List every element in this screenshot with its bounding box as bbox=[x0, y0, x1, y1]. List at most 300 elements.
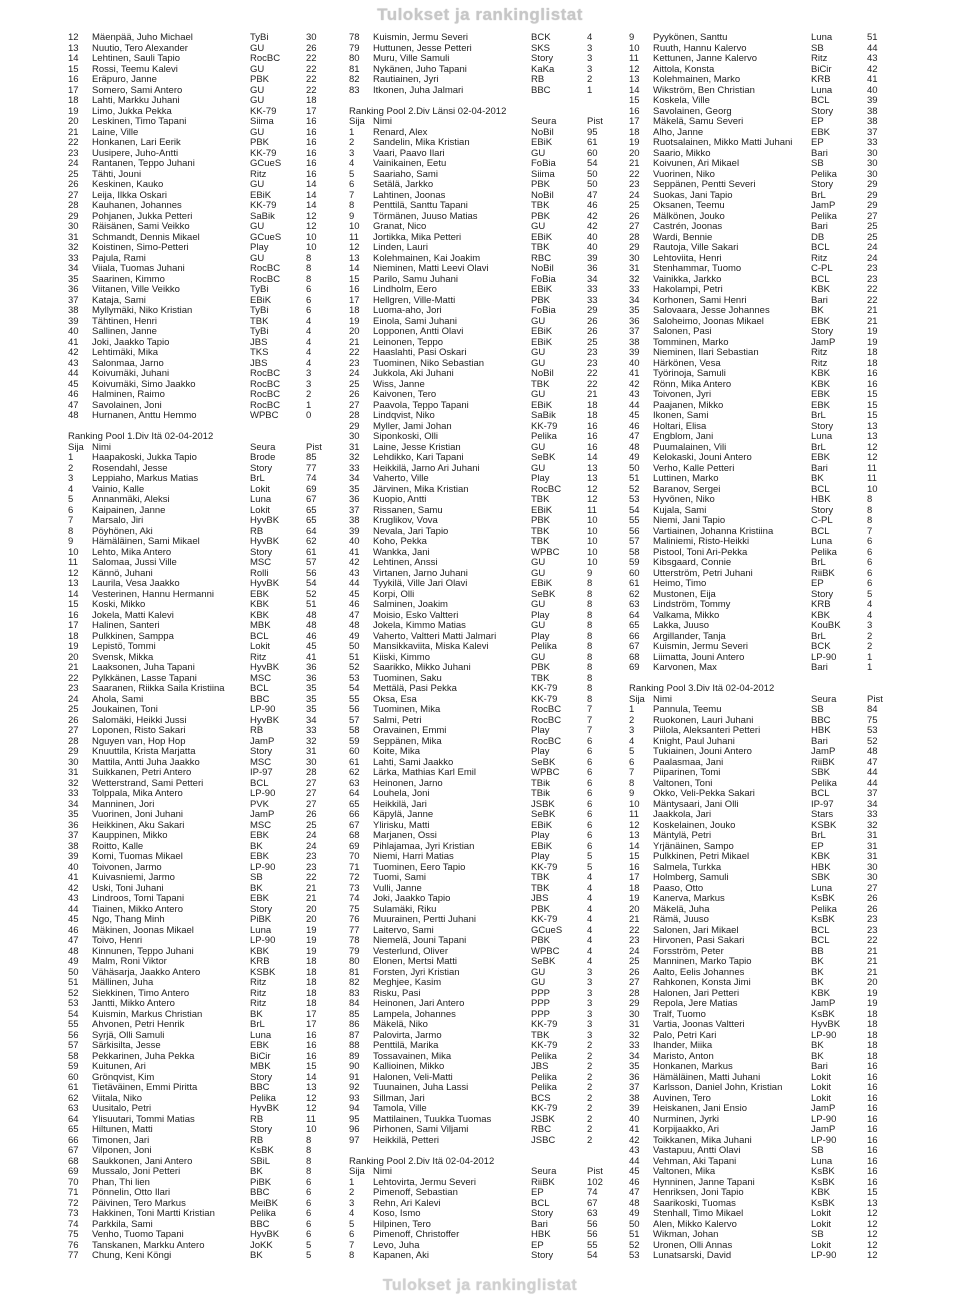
club-cell: Play bbox=[531, 474, 550, 484]
points-cell: 18 bbox=[306, 967, 317, 978]
club-cell: EBiK bbox=[531, 337, 553, 348]
table-row bbox=[68, 453, 328, 464]
rank-cell: 22 bbox=[68, 673, 79, 684]
table-row bbox=[629, 495, 891, 506]
table-row bbox=[68, 548, 328, 559]
name-cell: Niemi, Jani Tapio bbox=[653, 516, 726, 526]
club-cell: KBK bbox=[811, 369, 831, 379]
rank-cell: 45 bbox=[629, 1167, 640, 1177]
club-cell: Seura bbox=[531, 1167, 557, 1177]
rank-cell: 17 bbox=[629, 873, 640, 883]
name-cell: Pihlajamaa, Jyri Kristian bbox=[373, 841, 475, 852]
points-cell: 53 bbox=[867, 726, 878, 736]
name-cell: Rossi, Teemu Kalevi bbox=[92, 64, 178, 75]
club-cell: SB bbox=[811, 1230, 824, 1240]
rank-cell: 86 bbox=[349, 1020, 360, 1030]
name-cell: Tuunainen, Juha Lassi bbox=[373, 1083, 469, 1093]
table-header-row bbox=[349, 1167, 611, 1178]
club-cell: EBK bbox=[811, 316, 831, 327]
club-cell: Pelika bbox=[531, 1051, 557, 1062]
club-cell: Seura bbox=[250, 442, 276, 453]
rank-cell: 55 bbox=[68, 1020, 79, 1030]
table-row bbox=[629, 96, 891, 107]
points-cell: 19 bbox=[867, 988, 878, 999]
table-row bbox=[629, 275, 891, 286]
table-row bbox=[68, 852, 328, 863]
table-row bbox=[349, 527, 611, 538]
points-cell: 13 bbox=[867, 421, 878, 432]
name-cell: Koivumäki, Juhani bbox=[92, 369, 170, 379]
table-row bbox=[629, 831, 891, 842]
name-cell: Lehtovirta, Jermu Severi bbox=[373, 1177, 476, 1188]
points-cell: 4 bbox=[867, 600, 873, 610]
points-cell: 27 bbox=[867, 883, 878, 894]
points-cell: 14 bbox=[306, 201, 317, 211]
name-cell: Puumalainen, Vili bbox=[653, 442, 727, 453]
club-cell: JamP bbox=[811, 999, 836, 1009]
table-row bbox=[68, 317, 328, 328]
rank-cell: 43 bbox=[68, 894, 79, 904]
name-cell: Mattilainen, Tuukka Tuomas bbox=[373, 1114, 492, 1125]
points-cell: 16 bbox=[306, 117, 317, 127]
name-cell: Nimi bbox=[373, 117, 392, 127]
club-cell: Lokit bbox=[250, 505, 271, 516]
rank-cell: 22 bbox=[629, 169, 640, 180]
club-cell: TBik bbox=[531, 789, 550, 799]
points-cell: 38 bbox=[867, 117, 878, 127]
points-cell: 33 bbox=[306, 726, 317, 736]
name-cell: Savolainen, Joni bbox=[92, 400, 162, 411]
club-cell: GU bbox=[250, 43, 265, 54]
table-row bbox=[349, 212, 611, 223]
club-cell: EBK bbox=[811, 453, 831, 463]
rank-cell: 5 bbox=[68, 495, 74, 505]
rank-cell: 42 bbox=[68, 883, 79, 894]
table-row bbox=[629, 1199, 891, 1210]
name-cell: Saloheimo, Joonas Mikael bbox=[653, 316, 764, 327]
club-cell: WPBC bbox=[531, 768, 560, 778]
points-cell: 30 bbox=[867, 148, 878, 159]
rank-cell: 2 bbox=[68, 463, 74, 474]
table-row bbox=[629, 1241, 891, 1252]
name-cell: Mäkelä, Juha bbox=[653, 904, 710, 915]
club-cell: Pelika bbox=[811, 904, 837, 915]
club-cell: RocBC bbox=[531, 736, 562, 747]
table-row bbox=[629, 317, 891, 328]
rank-cell: 12 bbox=[68, 33, 79, 43]
rank-cell: 68 bbox=[629, 652, 640, 663]
club-cell: SBK bbox=[811, 873, 831, 883]
table-row bbox=[349, 842, 611, 853]
club-cell: LP-90 bbox=[811, 1030, 837, 1041]
rank-cell: 3 bbox=[349, 1198, 355, 1209]
table-row bbox=[68, 506, 328, 517]
table-row bbox=[68, 75, 328, 86]
rank-cell: 23 bbox=[629, 936, 640, 946]
name-cell: Einola, Sami Juhani bbox=[373, 316, 457, 327]
club-cell: BCL bbox=[250, 778, 269, 789]
name-cell: Pönnelin, Otto Ilari bbox=[92, 1188, 171, 1198]
rank-cell: 79 bbox=[349, 43, 360, 54]
rank-cell: 48 bbox=[629, 1198, 640, 1209]
points-cell: 6 bbox=[306, 1177, 312, 1188]
points-cell: 11 bbox=[306, 1114, 316, 1125]
table-row bbox=[349, 1115, 611, 1126]
points-cell: 2 bbox=[587, 1114, 593, 1125]
rank-cell: 51 bbox=[629, 474, 640, 484]
club-cell: BrL bbox=[811, 831, 826, 841]
club-cell: BK bbox=[811, 957, 824, 967]
section-gap bbox=[349, 96, 611, 107]
name-cell: Kallioinen, Mikko bbox=[373, 1062, 445, 1072]
rank-cell: 13 bbox=[68, 579, 79, 589]
table-row bbox=[349, 1073, 611, 1084]
table-row bbox=[349, 170, 611, 181]
rank-cell: 18 bbox=[68, 96, 79, 106]
rank-cell: 32 bbox=[68, 778, 79, 789]
name-cell: Savolainen, Georg bbox=[653, 106, 732, 117]
name-cell: Heikkilä, Petteri bbox=[373, 1135, 439, 1146]
name-cell: Kolehmainen, Kai Joakim bbox=[373, 253, 481, 264]
table-row bbox=[68, 54, 328, 65]
name-cell: Ngo, Thang Minh bbox=[92, 915, 165, 925]
club-cell: RocBC bbox=[250, 369, 281, 379]
club-cell: EBiK bbox=[250, 295, 272, 306]
rank-cell: 12 bbox=[629, 820, 640, 831]
club-cell: KsBK bbox=[811, 915, 835, 925]
name-cell: Somero, Sami Antero bbox=[92, 85, 183, 96]
name-cell: Rautoja, Ville Sakari bbox=[653, 243, 739, 253]
table-row bbox=[68, 569, 328, 580]
name-cell: Palovirta, Jarmo bbox=[373, 1030, 442, 1041]
club-cell: GU bbox=[531, 463, 546, 474]
table-row bbox=[68, 758, 328, 769]
points-cell: 16 bbox=[867, 1104, 878, 1114]
rank-cell: 64 bbox=[629, 610, 640, 621]
rank-cell: 52 bbox=[349, 663, 360, 673]
points-cell: 18 bbox=[587, 411, 598, 421]
club-cell: Ritz bbox=[250, 169, 267, 180]
name-cell: Ikonen, Sami bbox=[653, 411, 709, 421]
club-cell: EBK bbox=[250, 589, 270, 600]
name-cell: Korhonen, Sami Henri bbox=[653, 295, 747, 306]
club-cell: TBK bbox=[531, 201, 550, 211]
name-cell: Castrén, Joonas bbox=[653, 222, 723, 232]
club-cell: EBiK bbox=[531, 820, 553, 831]
name-cell: Hiltunen, Matti bbox=[92, 1125, 153, 1135]
name-cell: Uronen, Olli Annas bbox=[653, 1240, 733, 1251]
club-cell: KRB bbox=[811, 600, 831, 610]
rank-cell: 27 bbox=[68, 190, 79, 201]
table-row bbox=[629, 348, 891, 359]
name-cell: Aalto, Eelis Johannes bbox=[653, 967, 745, 978]
club-cell: BBC bbox=[250, 694, 270, 705]
rank-cell: 48 bbox=[629, 442, 640, 453]
club-cell: SB bbox=[811, 43, 824, 54]
points-cell: 14 bbox=[587, 453, 598, 463]
rank-cell: 1 bbox=[349, 1177, 355, 1188]
name-cell: Viitala, Niko bbox=[92, 1093, 142, 1104]
club-cell: Story bbox=[811, 505, 834, 516]
table-row bbox=[68, 1230, 328, 1241]
rank-cell: 38 bbox=[629, 337, 640, 348]
name-cell: Salmela, Turkka bbox=[653, 862, 722, 873]
club-cell: SaBik bbox=[531, 411, 556, 421]
name-cell: Aittola, Konsta bbox=[653, 64, 715, 75]
points-cell: 30 bbox=[306, 757, 317, 768]
rank-cell: 55 bbox=[349, 694, 360, 705]
name-cell: Komi, Tuomas Mikael bbox=[92, 852, 183, 862]
points-cell: 19 bbox=[867, 327, 878, 337]
table-row bbox=[68, 800, 328, 811]
table-row bbox=[629, 873, 891, 884]
name-cell: Särkisilta, Jesse bbox=[92, 1041, 161, 1051]
rank-cell: 68 bbox=[349, 831, 360, 841]
table-row bbox=[629, 1041, 891, 1052]
name-cell: Laine, Jesse Kristian bbox=[373, 442, 461, 453]
name-cell: Ahvonen, Petri Henrik bbox=[92, 1020, 185, 1030]
points-cell: 45 bbox=[306, 642, 317, 652]
name-cell: Mattila, Antti Juha Jaakko bbox=[92, 757, 200, 768]
name-cell: Tähti, Jouni bbox=[92, 169, 142, 180]
club-cell: GU bbox=[250, 64, 265, 75]
table-row bbox=[629, 779, 891, 790]
rank-cell: 57 bbox=[349, 715, 360, 726]
points-cell: Pist bbox=[867, 694, 883, 705]
club-cell: RocBC bbox=[250, 274, 281, 285]
rank-cell: 12 bbox=[629, 64, 640, 75]
points-cell: 6 bbox=[306, 1230, 312, 1240]
club-cell: RB bbox=[250, 526, 264, 537]
name-cell: Korpi, Olli bbox=[373, 589, 415, 600]
club-cell: PPP bbox=[531, 988, 551, 999]
table-row bbox=[629, 1104, 891, 1115]
name-cell: Rantanen, Teppo Juhani bbox=[92, 159, 195, 169]
points-cell: 37 bbox=[867, 127, 878, 138]
name-cell: Jukkola, Aki Juhani bbox=[373, 369, 454, 379]
table-row bbox=[629, 44, 891, 55]
club-cell: BCK bbox=[811, 642, 831, 652]
table-row bbox=[349, 254, 611, 265]
rank-cell: 41 bbox=[629, 369, 640, 379]
club-cell: WPBC bbox=[250, 411, 279, 421]
rank-cell: 13 bbox=[68, 43, 79, 54]
club-cell: GU bbox=[531, 148, 546, 159]
rank-cell: 55 bbox=[629, 516, 640, 526]
rank-cell: 38 bbox=[349, 516, 360, 526]
club-cell: KsBK bbox=[811, 1009, 835, 1020]
table-row bbox=[68, 999, 328, 1010]
table-row bbox=[349, 1220, 611, 1231]
rank-cell: 16 bbox=[68, 75, 79, 85]
rank-cell: 73 bbox=[349, 883, 360, 894]
name-cell: Kiiski, Kimmo bbox=[373, 652, 431, 663]
club-cell: KSBK bbox=[250, 967, 276, 978]
club-cell: TBK bbox=[531, 673, 550, 684]
table-row bbox=[68, 842, 328, 853]
table-row bbox=[629, 191, 891, 202]
table-row bbox=[629, 716, 891, 727]
club-cell: Pelika bbox=[811, 547, 837, 558]
rank-cell: 21 bbox=[68, 127, 79, 138]
club-cell: JamP bbox=[250, 736, 275, 747]
points-cell: 24 bbox=[306, 841, 317, 852]
rank-cell: 22 bbox=[349, 348, 360, 358]
points-cell: 17 bbox=[306, 106, 317, 117]
rank-cell: 62 bbox=[629, 589, 640, 600]
rank-cell: 46 bbox=[629, 1177, 640, 1188]
points-cell: 16 bbox=[867, 1156, 878, 1167]
points-cell: 8 bbox=[587, 663, 593, 673]
table-row bbox=[629, 999, 891, 1010]
points-cell: 19 bbox=[306, 946, 317, 957]
club-cell: PBK bbox=[531, 663, 551, 673]
rank-cell: 33 bbox=[629, 285, 640, 295]
rank-cell: 17 bbox=[68, 621, 79, 631]
club-cell: Luna bbox=[811, 33, 833, 43]
rank-cell: 8 bbox=[629, 778, 635, 789]
name-cell: Lärka, Mathias Karl Emil bbox=[373, 768, 476, 778]
rank-cell: 49 bbox=[629, 1209, 640, 1219]
rank-cell: 54 bbox=[68, 1009, 79, 1020]
table-row bbox=[68, 726, 328, 737]
club-cell: TBK bbox=[531, 1030, 550, 1041]
club-cell: KsBK bbox=[250, 1146, 274, 1156]
rank-cell: 52 bbox=[629, 484, 640, 495]
club-cell: JamP bbox=[811, 1125, 836, 1135]
name-cell: Toivonen, Jarmo bbox=[92, 862, 162, 873]
points-cell: 74 bbox=[306, 474, 317, 484]
rank-cell: 11 bbox=[349, 232, 359, 243]
name-cell: Vastapuu, Antti Olavi bbox=[653, 1146, 741, 1156]
rank-cell: 23 bbox=[629, 180, 640, 190]
club-cell: KBK bbox=[811, 1188, 831, 1198]
club-cell: SBK bbox=[811, 768, 831, 778]
rank-cell: 34 bbox=[349, 474, 360, 484]
table-row bbox=[349, 86, 611, 97]
points-cell: 8 bbox=[587, 579, 593, 589]
club-cell: RB bbox=[531, 75, 545, 85]
name-cell: Toivo, Henri bbox=[92, 936, 143, 946]
table-row bbox=[629, 1062, 891, 1073]
table-row bbox=[68, 212, 328, 223]
name-cell: Jokela, Kimmo Matias bbox=[373, 621, 466, 631]
rank-cell: 4 bbox=[349, 1209, 355, 1219]
points-cell: 3 bbox=[306, 379, 312, 390]
rank-cell: 25 bbox=[68, 169, 79, 180]
points-cell: 69 bbox=[306, 484, 317, 495]
name-cell: Uski, Toni Juhani bbox=[92, 883, 164, 894]
name-cell: Rönn, Mika Antero bbox=[653, 379, 732, 390]
table-row bbox=[68, 338, 328, 349]
name-cell: Ruokonen, Lauri Juhani bbox=[653, 715, 754, 726]
points-cell: 11 bbox=[867, 474, 877, 484]
rank-cell: 61 bbox=[349, 757, 360, 768]
name-cell: Tralf, Tuomo bbox=[653, 1009, 706, 1020]
club-cell: EBiK bbox=[531, 232, 553, 243]
name-cell: Nguyen van, Hop Hop bbox=[92, 736, 186, 747]
club-cell: KBK bbox=[250, 610, 270, 621]
name-cell: Kibsgaard, Connie bbox=[653, 558, 732, 568]
table-row bbox=[349, 600, 611, 611]
club-cell: EBK bbox=[811, 127, 831, 138]
rank-cell: 75 bbox=[349, 904, 360, 915]
club-cell: GU bbox=[531, 358, 546, 369]
name-cell: Toikkanen, Mika Juhani bbox=[653, 1135, 752, 1146]
table-row bbox=[349, 44, 611, 55]
name-cell: Pulkkinen, Samppa bbox=[92, 631, 174, 642]
points-cell: 57 bbox=[306, 558, 317, 568]
name-cell: Kännö, Juhani bbox=[92, 568, 153, 579]
name-cell: Uusitalo, Petri bbox=[92, 1104, 152, 1114]
rank-cell: 82 bbox=[349, 978, 360, 988]
name-cell: Paalasmaa, Jani bbox=[653, 757, 724, 768]
club-cell: SBiL bbox=[250, 1156, 271, 1167]
table-row bbox=[349, 621, 611, 632]
name-cell: Malm, Roni Viktor bbox=[92, 957, 167, 967]
points-cell: 23 bbox=[867, 925, 878, 936]
table-row bbox=[629, 800, 891, 811]
club-cell: Brode bbox=[250, 453, 276, 463]
club-cell: GU bbox=[250, 127, 265, 138]
name-cell: Heikkinen, Aku Sakari bbox=[92, 820, 185, 831]
rank-cell: 67 bbox=[629, 642, 640, 652]
points-cell: 2 bbox=[587, 1083, 593, 1093]
rank-cell: 26 bbox=[349, 390, 360, 400]
club-cell: PBK bbox=[250, 75, 270, 85]
points-cell: 18 bbox=[867, 1051, 878, 1062]
table-row bbox=[349, 579, 611, 590]
club-cell: KBK bbox=[811, 285, 831, 295]
club-cell: NoBil bbox=[531, 127, 554, 138]
table-row bbox=[349, 1062, 611, 1073]
club-cell: Ritz bbox=[250, 978, 267, 988]
rank-cell: 35 bbox=[68, 810, 79, 820]
points-cell: 6 bbox=[587, 810, 593, 820]
name-cell: Louhela, Joni bbox=[373, 789, 430, 799]
table-row bbox=[349, 810, 611, 821]
club-cell: NoBil bbox=[531, 264, 554, 274]
points-cell: 18 bbox=[306, 96, 317, 106]
rank-cell: 18 bbox=[68, 631, 79, 642]
table-row bbox=[629, 212, 891, 223]
club-cell: EBiK bbox=[531, 841, 553, 852]
club-cell: BB bbox=[811, 946, 824, 957]
points-cell: 16 bbox=[306, 1041, 317, 1051]
name-cell: Heinonen, Jarno bbox=[373, 778, 443, 789]
table-row bbox=[629, 390, 891, 401]
name-cell: Laaksonen, Juha Tapani bbox=[92, 663, 195, 673]
club-cell: GCueS bbox=[531, 925, 563, 936]
club-cell: EBiK bbox=[531, 505, 553, 516]
rank-cell: 25 bbox=[629, 957, 640, 967]
club-cell: BK bbox=[811, 978, 824, 988]
table-row bbox=[68, 254, 328, 265]
table-row bbox=[349, 1020, 611, 1031]
points-cell: 44 bbox=[867, 43, 878, 54]
name-cell: Jantti, Mikko Antero bbox=[92, 999, 175, 1009]
club-cell: BrL bbox=[811, 190, 826, 201]
points-cell: 18 bbox=[867, 358, 878, 369]
name-cell: Vulli, Janne bbox=[373, 883, 422, 894]
club-cell: Pelika bbox=[811, 778, 837, 789]
club-cell: KK-79 bbox=[531, 1104, 558, 1114]
table-row bbox=[629, 1220, 891, 1231]
table-row bbox=[349, 201, 611, 212]
name-cell: Vainikainen, Eetu bbox=[373, 159, 447, 169]
table-row bbox=[349, 401, 611, 412]
name-cell: Pyykönen, Santtu bbox=[653, 33, 728, 43]
